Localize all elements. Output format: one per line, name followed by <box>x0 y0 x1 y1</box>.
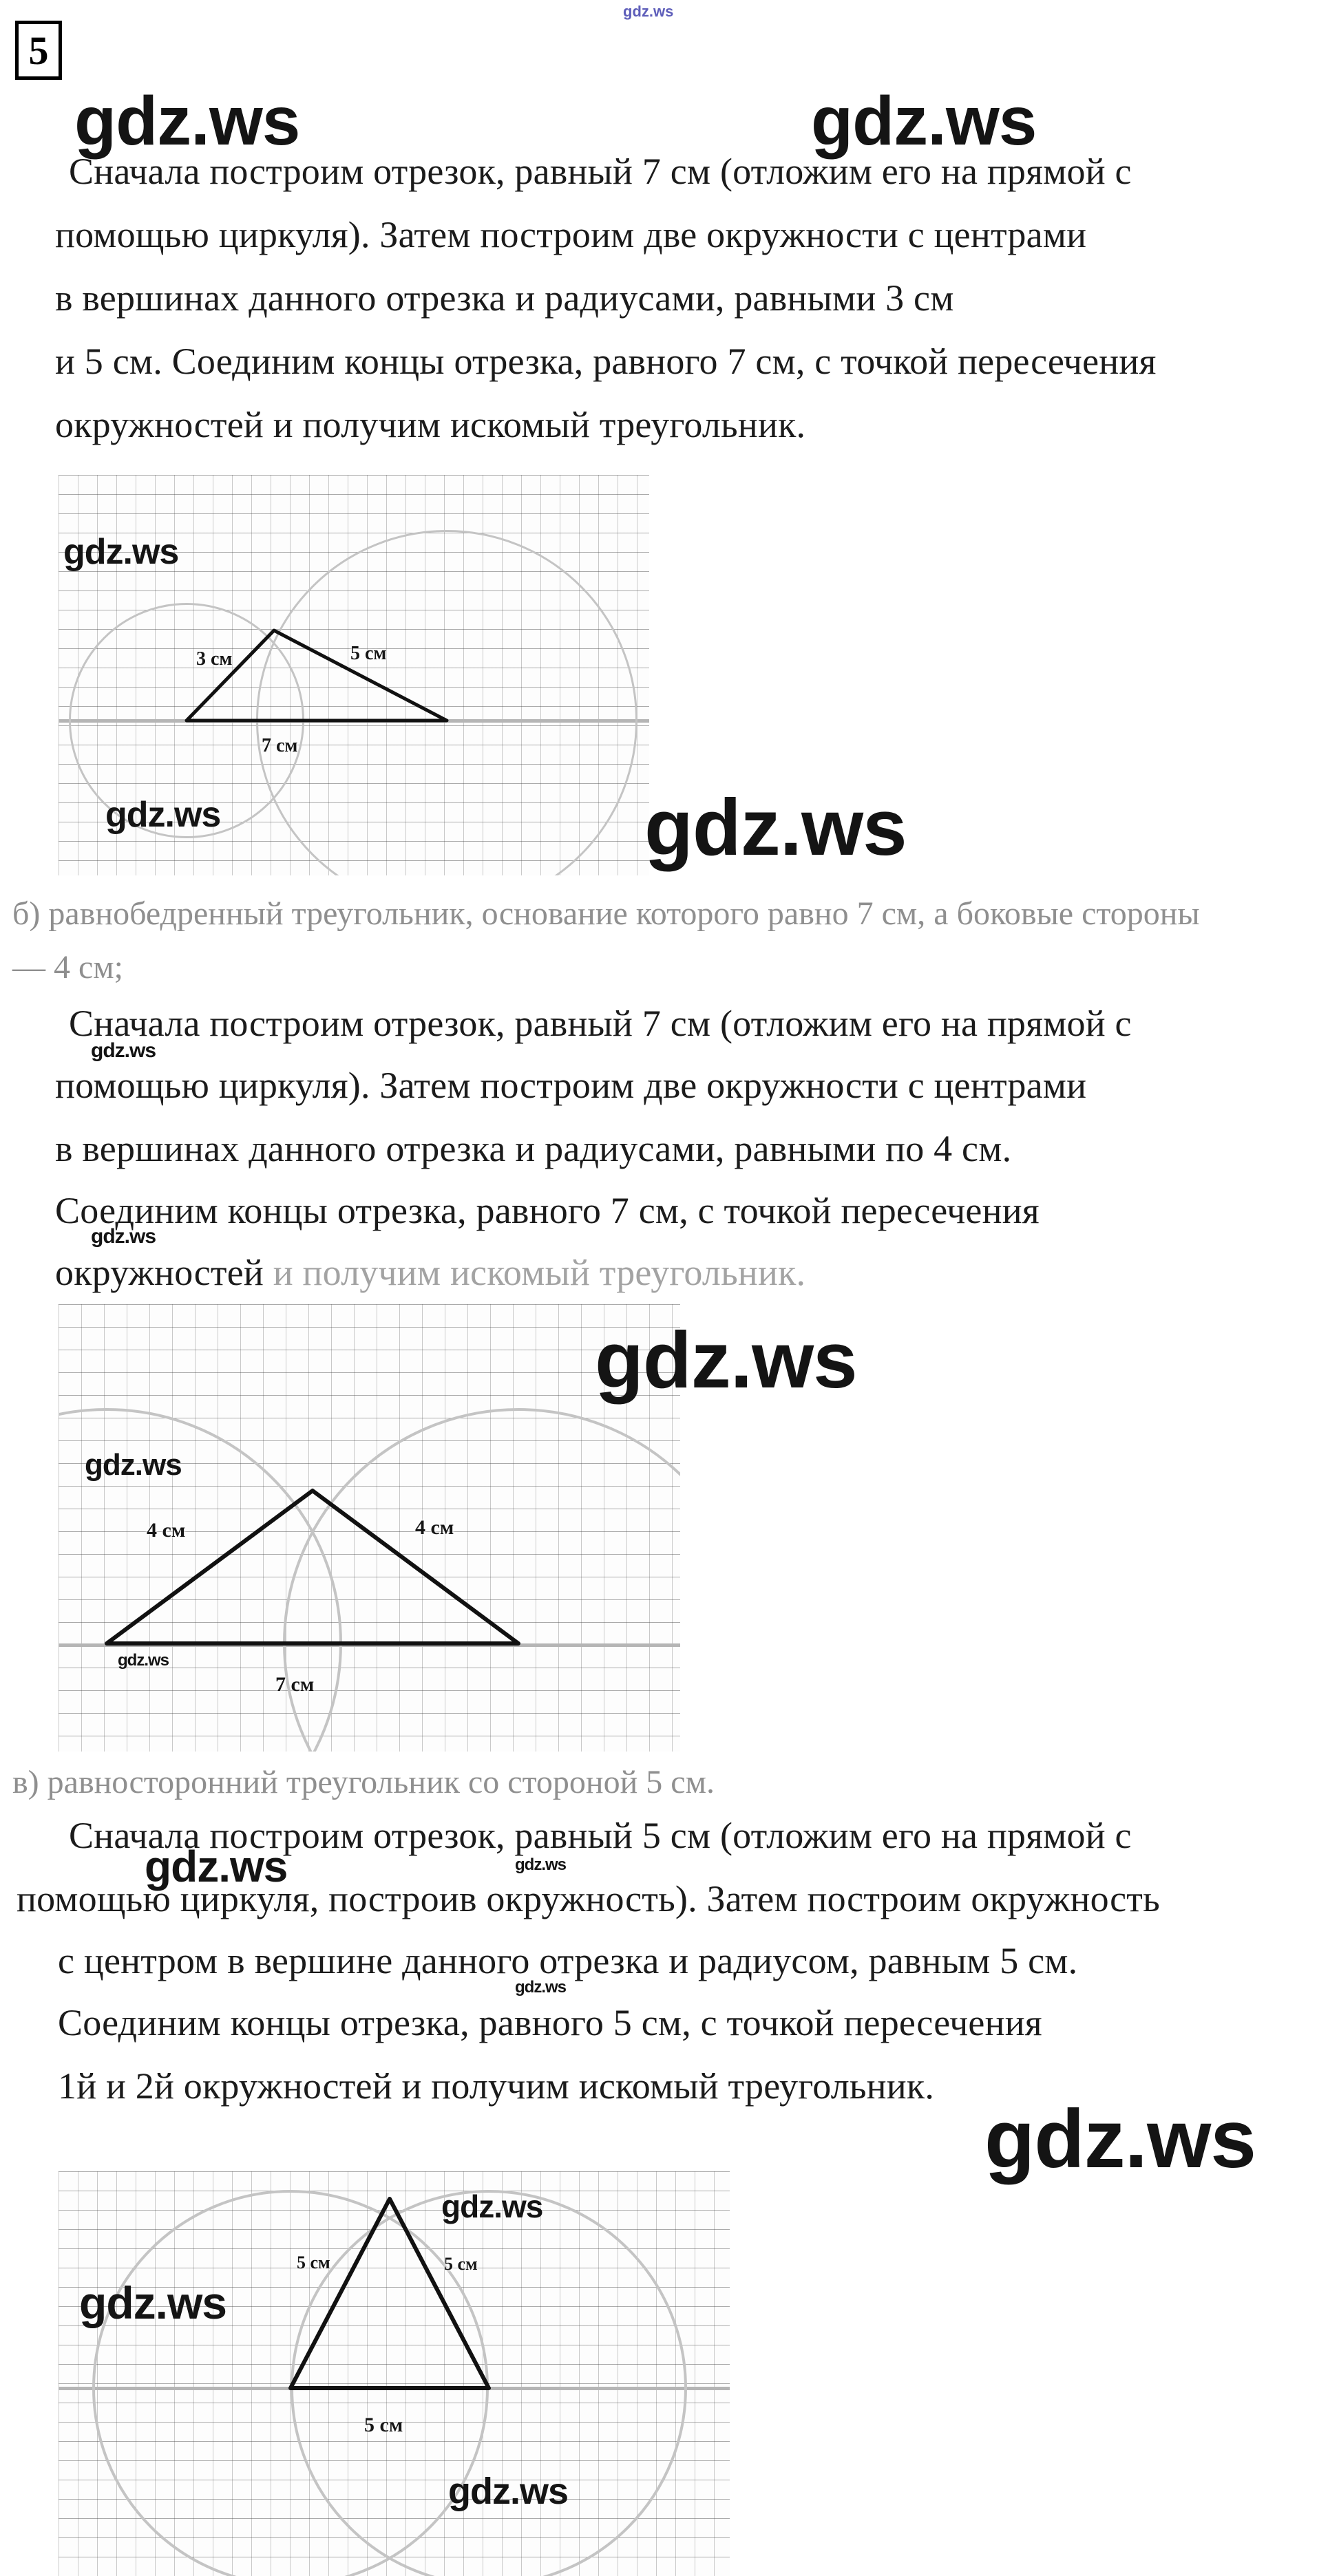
problem-number-badge: 5 <box>15 21 62 80</box>
side-label-left: 5 см <box>297 2253 330 2272</box>
diagram-a <box>59 475 649 875</box>
gdz-watermark: gdz.ws <box>984 2093 1256 2185</box>
gdz-watermark-small: gdz.ws <box>91 1225 156 1248</box>
diagram-b <box>59 1304 680 1752</box>
gdz-watermark: gdz.ws <box>105 795 221 835</box>
solution-b-line-5-faded: и получим искомый треугольник. <box>264 1252 806 1293</box>
solution-b-line-2: помощью циркуля). Затем построим две окружности с центрами <box>55 1065 1087 1106</box>
base-label: 7 см <box>262 735 298 756</box>
gdz-watermark: gdz.ws <box>448 2471 569 2512</box>
solution-b-line-4: Соединим концы отрезка, равного 7 см, с точкой пересечения <box>55 1190 1040 1231</box>
solution-a-line-1: Сначала построим отрезок, равный 7 см (отложим его на прямой с <box>69 151 1132 192</box>
side-label-right: 5 см <box>444 2254 478 2274</box>
solution-a-line-2: помощью циркуля). Затем построим две окружности с центрами <box>55 214 1087 255</box>
solution-a-line-4: и 5 см. Соединим концы отрезка, равного 7 см, с точкой пересечения <box>55 341 1157 382</box>
solution-v-line-2: помощью циркуля, построив окружность). Затем построим окружность <box>17 1878 1160 1919</box>
gdz-watermark: gdz.ws <box>441 2189 543 2224</box>
gdz-watermark-small: gdz.ws <box>118 1651 169 1670</box>
subtask-b-heading-line-2: — 4 см; <box>12 949 124 986</box>
gdz-watermark: gdz.ws <box>644 783 907 872</box>
gdz-watermark-small: gdz.ws <box>515 1855 567 1874</box>
gdz-watermark: gdz.ws <box>595 1315 857 1405</box>
subtask-b-heading-line-1: б) равнобедренный треугольник, основание которого равно 7 см, а боковые стороны <box>12 895 1200 932</box>
side-label-right: 4 см <box>415 1516 454 1539</box>
solution-b-line-3: в вершинах данного отрезка и радиусами, равными по 4 см. <box>55 1128 1012 1169</box>
side-label-left: 4 см <box>147 1519 186 1542</box>
subtask-v-heading: в) равносторонний треугольник со стороной 5 см. <box>12 1764 715 1800</box>
side-label-left: 3 см <box>196 648 233 670</box>
solution-b-line-5 <box>55 1251 805 1294</box>
gdz-watermark: gdz.ws <box>79 2277 227 2328</box>
side-label-right: 5 см <box>350 643 387 664</box>
gdz-watermark-medium: gdz.ws <box>145 1842 288 1891</box>
solution-a-line-5: окружностей и получим искомый треугольник. <box>55 404 806 445</box>
gdz-watermark-tiny: gdz.ws <box>623 3 674 20</box>
gdz-watermark-small: gdz.ws <box>91 1039 156 1062</box>
solution-v-line-1: Сначала построим отрезок, равный 5 см (отложим его на прямой с <box>69 1815 1132 1856</box>
gdz-watermark: gdz.ws <box>85 1448 182 1482</box>
solution-a-line-3: в вершинах данного отрезка и радиусами, равными 3 см <box>55 277 954 319</box>
gdz-watermark-small: gdz.ws <box>515 1978 567 1997</box>
solution-v-line-4: Соединим концы отрезка, равного 5 см, с точкой пересечения <box>58 2002 1042 2043</box>
base-label: 7 см <box>275 1673 315 1696</box>
base-label: 5 см <box>364 2414 403 2436</box>
gdz-watermark: gdz.ws <box>74 83 300 160</box>
solution-b-line-1: Сначала построим отрезок, равный 7 см (отложим его на прямой с <box>69 1003 1132 1044</box>
triangle-v <box>59 2171 730 2576</box>
solution-v-line-5: 1й и 2й окружностей и получим искомый треугольник. <box>58 2065 935 2107</box>
diagram-v <box>59 2171 730 2576</box>
solution-v-line-3: с центром в вершине данного отрезка и радиусом, равным 5 см. <box>58 1940 1078 1981</box>
gdz-watermark: gdz.ws <box>811 83 1037 160</box>
solution-b-line-5-normal: окружностей <box>55 1252 264 1293</box>
gdz-watermark: gdz.ws <box>63 532 179 572</box>
